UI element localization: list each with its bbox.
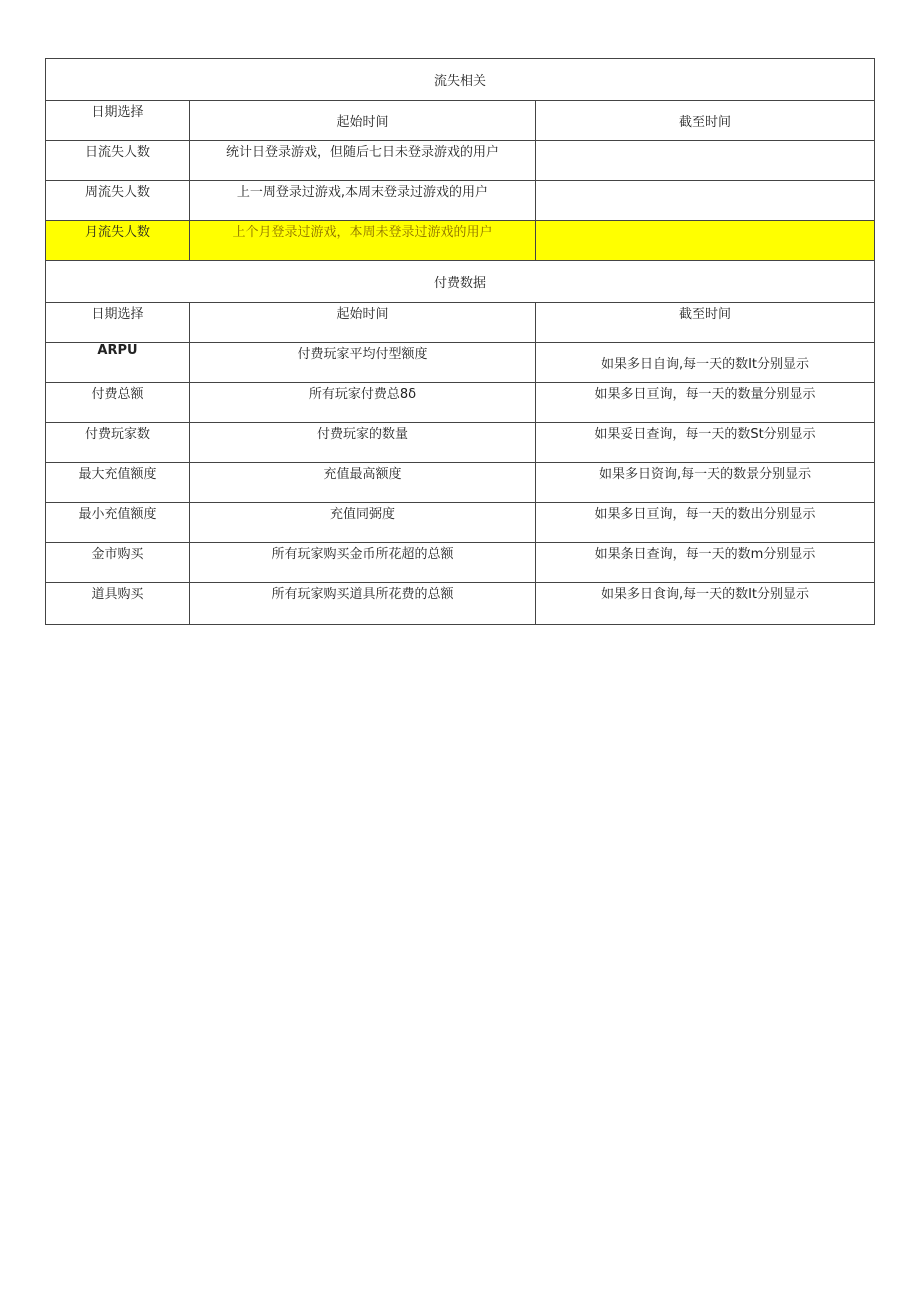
section-title-payment: 付费数据 bbox=[46, 261, 875, 303]
row-desc: 上一周登录过游戏,本周末登录过游戏的用户 bbox=[190, 181, 536, 221]
header-date-select: 日期选择 bbox=[46, 101, 190, 141]
row-label: 付费总额 bbox=[46, 383, 190, 423]
table-row bbox=[46, 423, 875, 463]
row-end: 如果多日亘询，每一天的数出分别显示 bbox=[536, 503, 875, 543]
row-end: 如果妥日查询，每一天的数St分别显示 bbox=[536, 423, 875, 463]
row-label: 道具购买 bbox=[46, 583, 190, 625]
row-label: 日流失人数 bbox=[46, 141, 190, 181]
row-end: 如果多日食询,每一天的数It分别显示 bbox=[536, 583, 875, 625]
table-row bbox=[46, 583, 875, 625]
row-label: 最小充值额度 bbox=[46, 503, 190, 543]
row-label: ARPU bbox=[46, 343, 190, 383]
row-end bbox=[536, 221, 875, 261]
row-desc: 充值同弼度 bbox=[190, 503, 536, 543]
row-desc: 充值最高额度 bbox=[190, 463, 536, 503]
row-desc: 上个月登录过游戏，本周未登录过游戏的用户 bbox=[190, 221, 536, 261]
row-desc: 统计日登录游戏，但随后七日未登录游戏的用户 bbox=[190, 141, 536, 181]
header-start-time: 起始时间 bbox=[190, 303, 536, 343]
row-desc: 所有玩家付费总8δ bbox=[190, 383, 536, 423]
table-row bbox=[46, 503, 875, 543]
row-label: 月流失人数 bbox=[46, 221, 190, 261]
row-end: 如果多日资询,每一天的数景分别显示 bbox=[536, 463, 875, 503]
row-label: 周流失人数 bbox=[46, 181, 190, 221]
row-end: 如果多日自询,每一天的数It分别显示 bbox=[536, 343, 875, 383]
row-desc: 付费玩家平均付型额度 bbox=[190, 343, 536, 383]
row-end bbox=[536, 141, 875, 181]
row-end: 如果条日查询，每一天的数m分别显示 bbox=[536, 543, 875, 583]
header-end-time: 截至时间 bbox=[536, 303, 875, 343]
row-label: 最大充值额度 bbox=[46, 463, 190, 503]
table-row bbox=[46, 181, 875, 221]
header-end-time: 截至时间 bbox=[536, 101, 875, 141]
row-label: 金市购买 bbox=[46, 543, 190, 583]
header-date-select: 日期选择 bbox=[46, 303, 190, 343]
table-row bbox=[46, 141, 875, 181]
table-row bbox=[46, 383, 875, 423]
row-end bbox=[536, 181, 875, 221]
row-desc: 所有玩家购买金币所花超的总额 bbox=[190, 543, 536, 583]
row-end: 如果多日亘询，每一天的数量分别显示 bbox=[536, 383, 875, 423]
section-title-churn: 流失相关 bbox=[46, 59, 875, 101]
row-label: 付费玩家数 bbox=[46, 423, 190, 463]
row-desc: 付费玩家的数量 bbox=[190, 423, 536, 463]
table-row bbox=[46, 543, 875, 583]
header-start-time: 起始时间 bbox=[190, 101, 536, 141]
table-row-highlighted bbox=[46, 221, 875, 261]
row-desc: 所有玩家购买道具所花费的总额 bbox=[190, 583, 536, 625]
spec-table bbox=[45, 58, 875, 625]
table-row bbox=[46, 343, 875, 383]
table-row bbox=[46, 463, 875, 503]
